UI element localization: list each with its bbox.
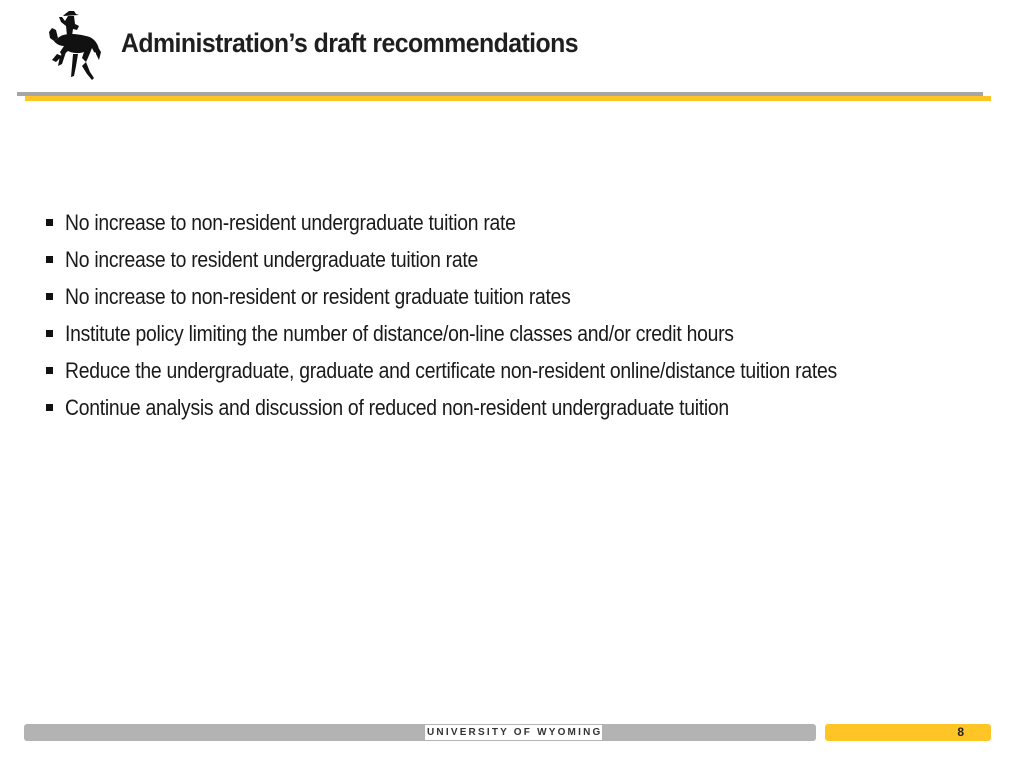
bullet-list xyxy=(46,204,942,426)
bullet-text: No increase to resident undergraduate tuition rate xyxy=(65,246,478,272)
bullet-item xyxy=(46,204,942,241)
page-number: 8 xyxy=(957,725,964,739)
footer-institution: UNIVERSITY OF WYOMING xyxy=(427,727,603,738)
bullet-item xyxy=(46,352,942,389)
bullet-text: No increase to non-resident undergraduate tuition rate xyxy=(65,209,516,235)
square-bullet-icon xyxy=(46,219,53,226)
square-bullet-icon xyxy=(46,293,53,300)
square-bullet-icon xyxy=(46,404,53,411)
page-number-box xyxy=(825,724,991,741)
square-bullet-icon xyxy=(46,256,53,263)
square-bullet-icon xyxy=(46,367,53,374)
footer-bar xyxy=(24,724,816,741)
bullet-text: Reduce the undergraduate, graduate and certificate non-resident online/distance tuition rates xyxy=(65,357,837,383)
square-bullet-icon xyxy=(46,330,53,337)
bullet-text: No increase to non-resident or resident graduate tuition rates xyxy=(65,283,571,309)
bucking-horse-rider-icon xyxy=(48,8,102,84)
bullet-item xyxy=(46,389,942,426)
bullet-item xyxy=(46,315,942,352)
bullet-item xyxy=(46,278,942,315)
bullet-text: Continue analysis and discussion of reduced non-resident undergraduate tuition xyxy=(65,394,729,420)
bullet-text: Institute policy limiting the number of distance/on-line classes and/or credit hours xyxy=(65,320,734,346)
slide-title: Administration’s draft recommendations xyxy=(121,28,579,58)
bullet-item xyxy=(46,241,942,278)
header-rule-gold xyxy=(25,96,991,101)
